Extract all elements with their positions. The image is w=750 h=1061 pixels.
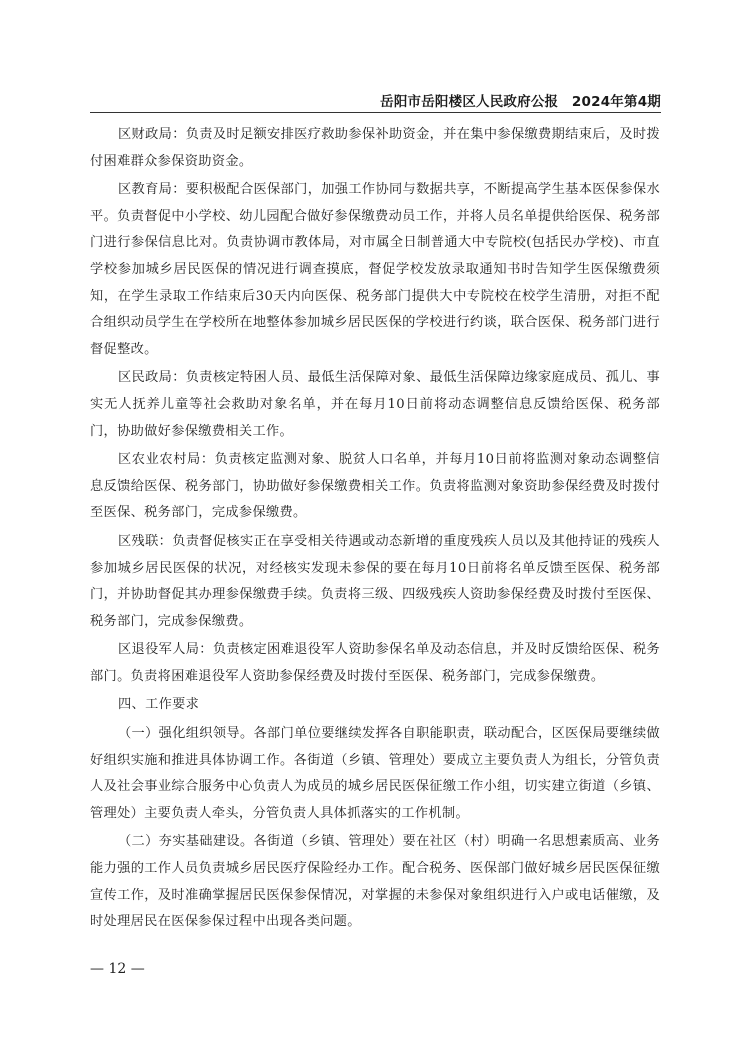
- paragraph-finance-bureau: 区财政局：负责及时足额安排医疗救助参保补助资金，并在集中参保缴费期结束后，及时拨付困难群众参保资助资金。: [90, 127, 660, 169]
- section-heading: 四、工作要求: [118, 697, 200, 713]
- requirement-organization: （一）强化组织领导。各部门单位要继续发挥各自职能职责，联动配合，区医保局要继续做好组织实施和推进具体协调工作。各街道（乡镇、管理处）要成立主要负责人为组长，分管负责人及社会事业综合服务中心负责人为成员的城乡居民医保征缴工作小组，切实建立街道（乡镇、管理处）主要负责人牵头，分管负责人具体抓落实的工作机制。: [90, 726, 660, 821]
- header-title: 岳阳市岳阳楼区人民政府公报 2024年第4期: [380, 94, 661, 110]
- paragraph-disabled-federation: 区残联：负责督促核实正在享受相关待遇或动态新增的重度残疾人员以及其他持证的残疾人参加城乡居民医保的状况，对经核实发现未参保的要在每月10日前将名单反馈至医保、税务部门，并协助督促其办理参保缴费手续。负责将三级、四级残疾人资助参保经费及时拨付至医保、税务部门，完成参保缴费。: [90, 533, 660, 629]
- paragraph-veterans-bureau: 区退役军人局：负责核定困难退役军人资助参保名单及动态信息，并及时反馈给医保、税务部门。负责将困难退役军人资助参保经费及时拨付至医保、税务部门，完成参保缴费。: [90, 642, 660, 684]
- document-body: [90, 122, 660, 938]
- page-header: [90, 86, 661, 113]
- page-number: — 12 —: [90, 961, 145, 977]
- paragraph-civil-affairs-bureau: 区民政局：负责核定特困人员、最低生活保障对象、最低生活保障边缘家庭成员、孤儿、事实无人抚养儿童等社会救助对象名单，并在每月10日前将动态调整信息反馈给医保、税务部门，协助做好参保缴费相关工作。: [90, 370, 660, 439]
- requirement-foundation: （二）夯实基础建设。各街道（乡镇、管理处）要在社区（村）明确一名思想素质高、业务能力强的工作人员负责城乡居民医疗保险经办工作。配合税务、医保部门做好城乡居民医保征缴宣传工作，及时准确掌握居民医保参保情况，对掌握的未参保对象组织进行入户或电话催缴，及时处理居民在医保参保过程中出现各类问题。: [90, 834, 660, 930]
- paragraph-education-bureau: 区教育局：要积极配合医保部门，加强工作协同与数据共享，不断提高学生基本医保参保水平。负责督促中小学校、幼儿园配合做好参保缴费动员工作，并将人员名单提供给医保、税务部门进行参保信息比对。负责协调市教体局，对市属全日制普通大中专院校(包括民办学校)、市直学校参加城乡居民医保的情况进行调查摸底，督促学校发放录取通知书时告知学生医保缴费须知，在学生录取工作结束后30天内向医保、税务部门提供大中专院校在校学生清册，对拒不配合组织动员学生在学校所在地整体参加城乡居民医保的学校进行约谈，联合医保、税务部门进行督促整改。: [90, 182, 660, 357]
- paragraph-agriculture-bureau: 区农业农村局：负责核定监测对象、脱贫人口名单，并每月10日前将监测对象动态调整信息反馈给医保、税务部门，协助做好参保缴费相关工作。负责将监测对象资助参保经费及时拨付至医保、税务部门，完成参保缴费。: [90, 452, 660, 521]
